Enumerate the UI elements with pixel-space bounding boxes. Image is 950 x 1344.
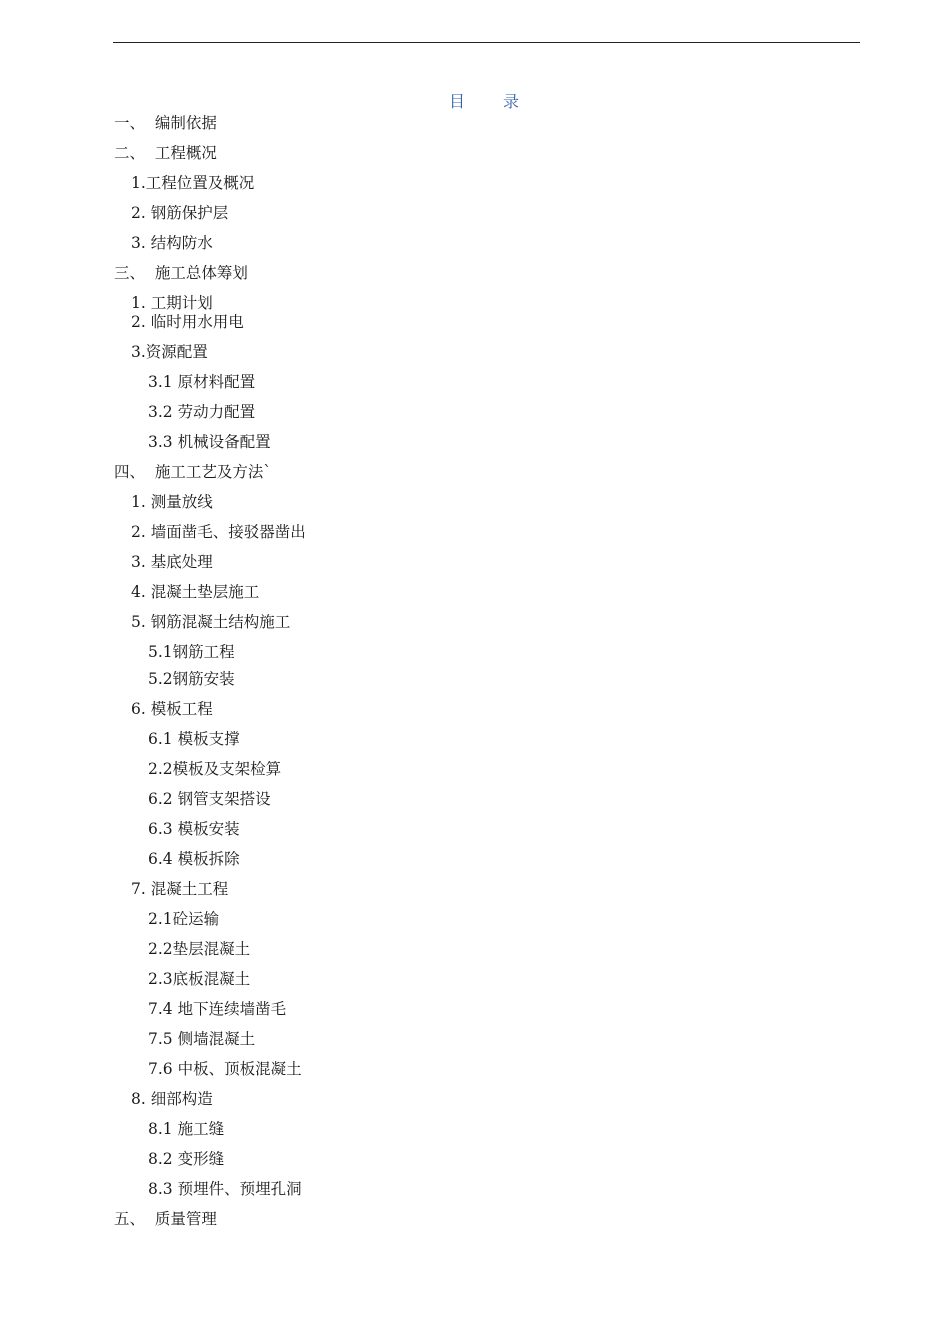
toc-item-1[interactable]: 一、 编制依据 bbox=[114, 114, 217, 132]
toc-item-3-2[interactable]: 2. 临时用水用电 bbox=[131, 313, 244, 331]
toc-item-4[interactable]: 四、 施工工艺及方法` bbox=[114, 463, 272, 481]
toc-item-2-1[interactable]: 1.工程位置及概况 bbox=[131, 174, 255, 192]
toc-item-4-6-5[interactable]: 6.4 模板拆除 bbox=[148, 850, 240, 868]
toc-item-4-7-2[interactable]: 2.2垫层混凝土 bbox=[148, 940, 251, 958]
toc-title-char-1: 目 bbox=[448, 92, 465, 111]
toc-item-4-8-3[interactable]: 8.3 预埋件、预埋孔洞 bbox=[148, 1180, 302, 1198]
toc-item-4-6-4[interactable]: 6.3 模板安装 bbox=[148, 820, 240, 838]
toc-item-5[interactable]: 五、 质量管理 bbox=[114, 1210, 217, 1228]
toc-item-4-3[interactable]: 3. 基底处理 bbox=[131, 553, 213, 571]
toc-item-4-6-2[interactable]: 2.2模板及支架检算 bbox=[148, 760, 282, 778]
toc-item-4-8-1[interactable]: 8.1 施工缝 bbox=[148, 1120, 225, 1138]
toc-item-4-5[interactable]: 5. 钢筋混凝土结构施工 bbox=[131, 613, 291, 631]
toc-item-4-8-2[interactable]: 8.2 变形缝 bbox=[148, 1150, 225, 1168]
toc-title-char-2: 录 bbox=[503, 92, 520, 111]
toc-item-3-3-1[interactable]: 3.1 原材料配置 bbox=[148, 373, 256, 391]
toc-item-3-3-3[interactable]: 3.3 机械设备配置 bbox=[148, 433, 271, 451]
toc-item-4-4[interactable]: 4. 混凝土垫层施工 bbox=[131, 583, 260, 601]
toc-item-4-5-1[interactable]: 5.1钢筋工程 bbox=[148, 643, 235, 661]
toc-item-4-2[interactable]: 2. 墙面凿毛、接驳器凿出 bbox=[131, 523, 306, 541]
toc-item-3-3-2[interactable]: 3.2 劳动力配置 bbox=[148, 403, 256, 421]
toc-item-2-3[interactable]: 3. 结构防水 bbox=[131, 234, 213, 252]
toc-item-4-7-6[interactable]: 7.6 中板、顶板混凝土 bbox=[148, 1060, 302, 1078]
toc-item-4-7-3[interactable]: 2.3底板混凝土 bbox=[148, 970, 251, 988]
toc-item-4-8[interactable]: 8. 细部构造 bbox=[131, 1090, 213, 1108]
toc-item-4-1[interactable]: 1. 测量放线 bbox=[131, 493, 213, 511]
toc-item-2-2[interactable]: 2. 钢筋保护层 bbox=[131, 204, 229, 222]
toc-item-4-6[interactable]: 6. 模板工程 bbox=[131, 700, 213, 718]
toc-item-4-6-1[interactable]: 6.1 模板支撑 bbox=[148, 730, 240, 748]
toc-item-4-5-2[interactable]: 5.2钢筋安装 bbox=[148, 670, 235, 688]
toc-item-4-6-3[interactable]: 6.2 钢管支架搭设 bbox=[148, 790, 271, 808]
header-rule bbox=[113, 42, 860, 43]
toc-title bbox=[0, 89, 950, 112]
toc-item-3-3[interactable]: 3.资源配置 bbox=[131, 343, 208, 361]
toc-item-4-7-4[interactable]: 7.4 地下连续墙凿毛 bbox=[148, 1000, 287, 1018]
toc-item-4-7-1[interactable]: 2.1砼运输 bbox=[148, 910, 220, 928]
toc-item-4-7-5[interactable]: 7.5 侧墙混凝土 bbox=[148, 1030, 256, 1048]
toc-item-3[interactable]: 三、 施工总体筹划 bbox=[114, 264, 248, 282]
toc-item-3-1[interactable]: 1. 工期计划 bbox=[131, 294, 213, 312]
toc-item-4-7[interactable]: 7. 混凝土工程 bbox=[131, 880, 229, 898]
toc-item-2[interactable]: 二、 工程概况 bbox=[114, 144, 217, 162]
